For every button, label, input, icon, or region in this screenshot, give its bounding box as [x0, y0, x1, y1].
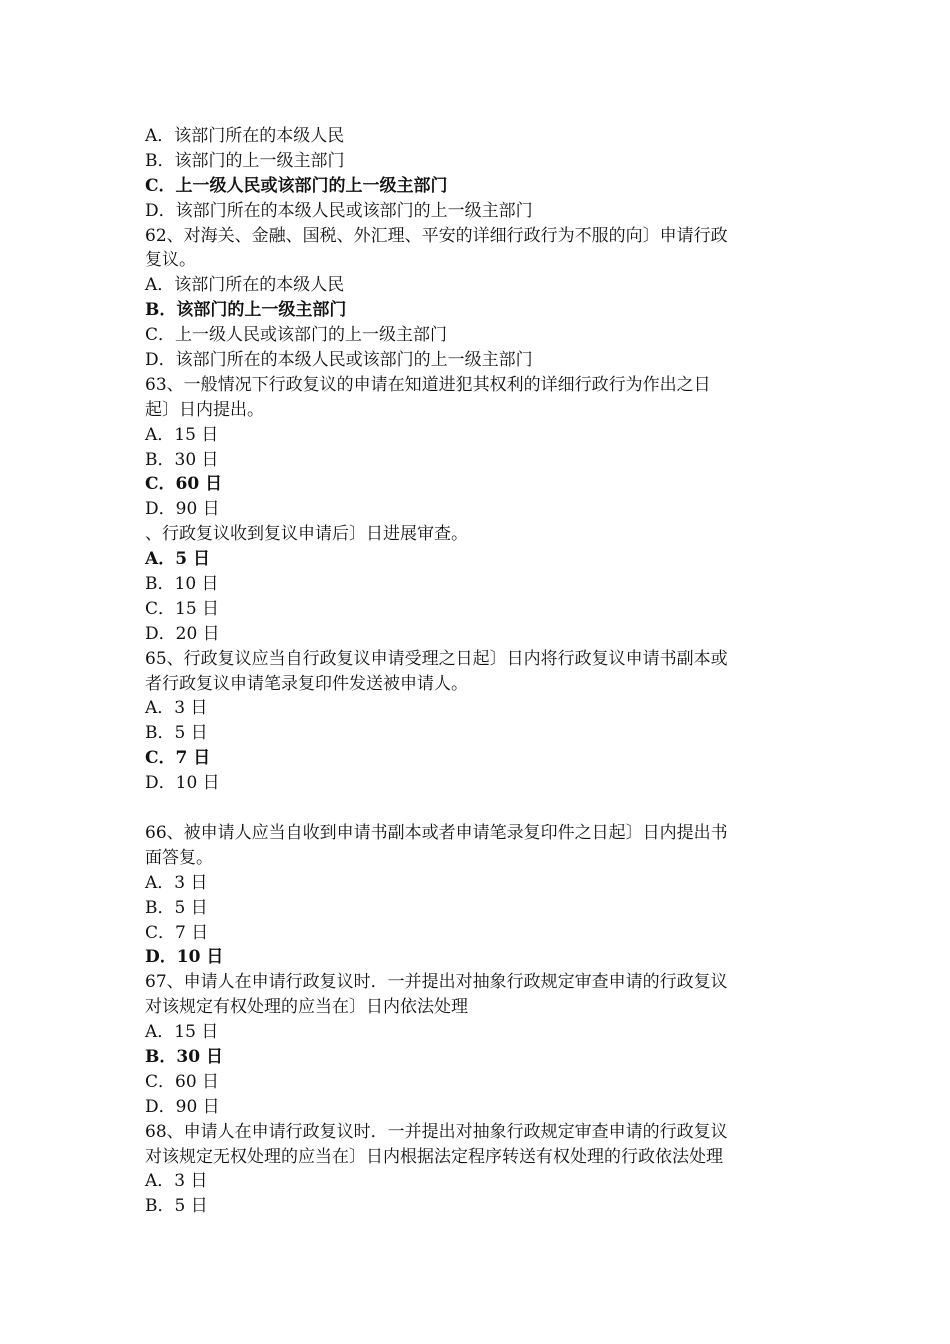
option-separator: ． [157, 723, 175, 744]
question-text: 63、一般情况下行政复议的申请在知道进犯其权利的详细行政行为作出之日 [145, 374, 711, 395]
question-text: 起〕日内提出。 [145, 399, 264, 420]
option-text: 5 日 [174, 723, 208, 744]
option-separator: ． [157, 275, 175, 296]
option-text: 5 日 [174, 1196, 208, 1217]
answer-option [145, 547, 805, 572]
document-page [145, 124, 805, 1219]
answer-option [145, 497, 805, 522]
option-letter: A [145, 275, 158, 296]
option-text: 90 日 [175, 1096, 220, 1117]
option-letter: B [145, 1196, 158, 1217]
answer-option [145, 921, 805, 946]
answer-option [145, 945, 805, 970]
option-letter: C [145, 474, 159, 495]
option-text: 10 日 [175, 773, 220, 794]
answer-option [145, 746, 805, 771]
option-letter: B [145, 449, 158, 470]
option-separator: ． [157, 1196, 175, 1217]
option-letter: A [145, 424, 158, 445]
option-letter: A [145, 1022, 158, 1043]
option-text: 15 日 [174, 424, 219, 445]
option-text: 5 日 [175, 549, 210, 570]
option-text: 上一级人民或该部门的上一级主部门 [175, 175, 448, 196]
option-separator: ． [158, 499, 176, 520]
answer-option [145, 1020, 805, 1045]
option-text: 该部门所在的本级人民或该部门的上一级主部门 [175, 350, 533, 371]
option-separator: ． [158, 200, 176, 221]
question-text: 者行政复议申请笔录复印件发送被申请人。 [145, 673, 468, 694]
option-letter: D [145, 350, 159, 371]
answer-option [145, 771, 805, 796]
option-letter: C [145, 922, 159, 943]
question-text: 对该规定有权处理的应当在〕日内依法处理 [145, 997, 468, 1018]
answer-option [145, 896, 805, 921]
option-text: 10 日 [174, 574, 219, 595]
answer-option [145, 472, 805, 497]
question-text: 对该规定无权处理的应当在〕日内根据法定程序转送有权处理的行政依法处理 [145, 1146, 723, 1167]
answer-option [145, 174, 805, 199]
option-text: 15 日 [175, 598, 220, 619]
option-letter: D [145, 1096, 159, 1117]
option-separator: ． [158, 549, 176, 570]
option-separator: ． [157, 872, 175, 893]
option-letter: A [145, 549, 159, 570]
option-letter: A [145, 698, 158, 719]
question-text: 面答复。 [145, 847, 213, 868]
answer-option [145, 448, 805, 473]
option-separator: ． [158, 1096, 176, 1117]
option-letter: B [145, 897, 158, 918]
option-letter: D [145, 947, 160, 968]
option-separator: ． [158, 922, 176, 943]
blank-line [145, 796, 805, 821]
option-separator: ． [157, 698, 175, 719]
option-text: 5 日 [174, 897, 208, 918]
option-separator: ． [158, 748, 176, 769]
option-text: 该部门的上一级主部门 [174, 150, 345, 171]
option-letter: B [145, 150, 158, 171]
option-separator: ． [158, 598, 176, 619]
option-letter: B [145, 300, 160, 321]
option-letter: D [145, 623, 159, 644]
option-letter: B [145, 1046, 160, 1067]
question-text: 67、申请人在申请行政复议时．一并提出对抽象行政规定审查申请的行政复议 [145, 972, 728, 993]
option-letter: A [145, 872, 158, 893]
option-separator: ． [158, 773, 176, 794]
option-letter: B [145, 574, 158, 595]
option-letter: C [145, 175, 159, 196]
answer-option [145, 348, 805, 373]
option-letter: C [145, 1071, 159, 1092]
question-text: 、行政复议收到复议申请后〕日进展审查。 [145, 524, 468, 545]
option-separator: ． [159, 300, 177, 321]
answer-option [145, 1070, 805, 1095]
option-letter: C [145, 598, 159, 619]
option-separator: ． [158, 623, 176, 644]
answer-option [145, 572, 805, 597]
option-text: 7 日 [175, 748, 211, 769]
question-text: 68、申请人在申请行政复议时．一并提出对抽象行政规定审查申请的行政复议 [145, 1121, 728, 1142]
option-separator: ． [157, 126, 175, 146]
option-letter: B [145, 723, 158, 744]
option-text: 该部门所在的本级人民 [174, 126, 345, 146]
answer-option [145, 1194, 805, 1219]
option-separator: ． [158, 474, 176, 495]
option-letter: A [145, 1171, 158, 1192]
answer-option [145, 423, 805, 448]
answer-option [145, 1169, 805, 1194]
option-separator: ． [157, 897, 175, 918]
option-separator: ． [158, 325, 176, 346]
question-text: 66、被申请人应当自收到申请书副本或者申请笔录复印件之日起〕日内提出书 [145, 822, 728, 843]
answer-option [145, 1045, 805, 1070]
option-separator: ． [158, 350, 176, 371]
question-text: 62、对海关、金融、国税、外汇理、平安的详细行政行为不服的向〕申请行政 [145, 225, 728, 246]
question-text: 复议。 [145, 250, 196, 271]
option-letter: D [145, 773, 159, 794]
option-text: 20 日 [175, 623, 220, 644]
option-text: 90 日 [175, 499, 220, 520]
option-text: 上一级人民或该部门的上一级主部门 [175, 325, 448, 346]
answer-option [145, 871, 805, 896]
option-separator: ． [157, 150, 175, 171]
option-text: 该部门的上一级主部门 [176, 300, 347, 321]
option-separator: ． [159, 1046, 177, 1067]
option-separator: ． [157, 1171, 175, 1192]
answer-option [145, 199, 805, 224]
option-text: 3 日 [174, 872, 208, 893]
option-separator: ． [159, 947, 177, 968]
option-separator: ． [158, 1071, 176, 1092]
answer-option [145, 622, 805, 647]
answer-option [145, 1095, 805, 1120]
option-text: 60 日 [175, 474, 223, 495]
option-separator: ． [158, 175, 176, 196]
option-text: 30 日 [176, 1046, 223, 1067]
option-letter: C [145, 325, 159, 346]
option-text: 10 日 [176, 947, 224, 968]
answer-option [145, 273, 805, 298]
option-text: 60 日 [175, 1071, 220, 1092]
option-text: 3 日 [174, 1171, 208, 1192]
answer-option [145, 597, 805, 622]
answer-option [145, 124, 805, 149]
option-text: 30 日 [174, 449, 219, 470]
option-letter: D [145, 200, 159, 221]
option-letter: D [145, 499, 159, 520]
option-letter: A [145, 126, 158, 146]
option-separator: ． [157, 424, 175, 445]
answer-option [145, 298, 805, 323]
option-text: 3 日 [174, 698, 208, 719]
answer-option [145, 721, 805, 746]
option-text: 该部门所在的本级人民 [174, 275, 345, 296]
option-text: 7 日 [175, 922, 209, 943]
answer-option [145, 323, 805, 348]
option-separator: ． [157, 1022, 175, 1043]
question-text: 65、行政复议应当自行政复议申请受理之日起〕日内将行政复议申请书副本或 [145, 648, 728, 669]
option-separator: ． [157, 574, 175, 595]
answer-option [145, 149, 805, 174]
answer-option [145, 696, 805, 721]
option-letter: C [145, 748, 159, 769]
option-text: 该部门所在的本级人民或该部门的上一级主部门 [175, 200, 533, 221]
option-separator: ． [157, 449, 175, 470]
option-text: 15 日 [174, 1022, 219, 1043]
